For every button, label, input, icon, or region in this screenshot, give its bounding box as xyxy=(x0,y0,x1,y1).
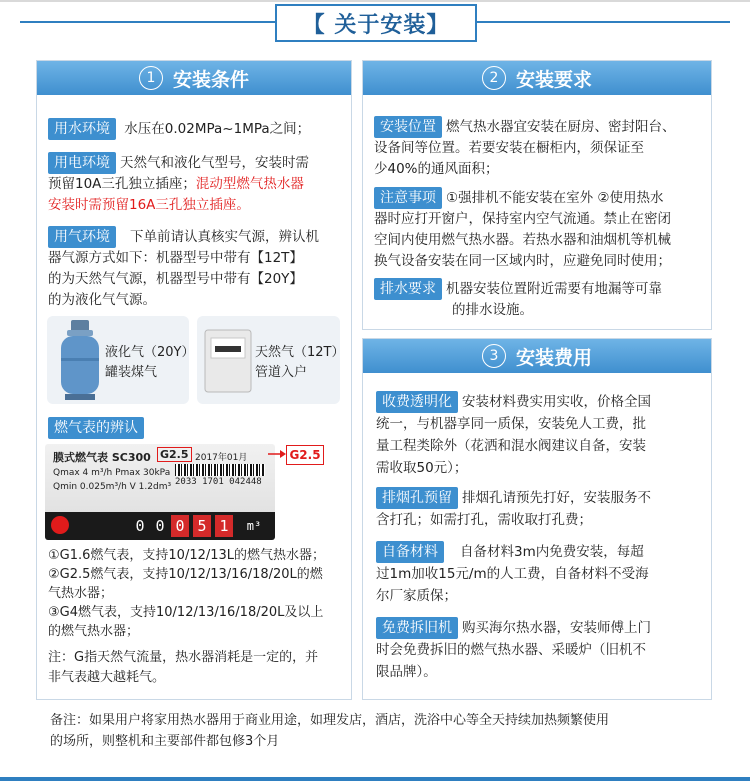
drain-requirement xyxy=(374,278,706,321)
top-divider xyxy=(0,0,750,2)
position-line2: 设备间等位置。若要安装在橱柜内，须保证至 xyxy=(374,140,644,156)
material-line3: 尔厂家质保； xyxy=(376,588,457,604)
step-number-badge: 2 xyxy=(482,66,506,90)
vent-tag: 排烟孔预留 xyxy=(376,487,458,509)
panel-header xyxy=(363,61,711,95)
power-warning-b: 安装时需预留16A三孔独立插座。 xyxy=(48,197,250,213)
gas-tag: 用气环境 xyxy=(48,226,116,248)
footnote-line2: 的场所，则整机和主要部件都包修3个月 xyxy=(50,734,280,749)
gas-meter-photo xyxy=(45,444,275,540)
meter-qmax-label: Qmax 4 m³/h Pmax 30kPa xyxy=(53,468,171,478)
drain-line1: 机器安装位置附近需要有地漏等可靠 xyxy=(446,281,662,297)
lpg-caption-2: 罐装煤气 xyxy=(105,365,158,380)
panel-heading: 安装条件 xyxy=(172,68,249,91)
counter-digit: 1 xyxy=(215,515,233,537)
g25-callout: G2.5 xyxy=(286,445,324,465)
vent-line1: 排烟孔请预先打好，安装服务不 xyxy=(462,490,651,506)
drain-tag: 排水要求 xyxy=(374,278,442,300)
fee-line3: 量工程类除外（花洒和混水阀建议自备，安装 xyxy=(376,438,646,454)
panel-header xyxy=(363,339,711,373)
removal-tag: 免费拆旧机 xyxy=(376,617,458,639)
bottom-divider xyxy=(0,777,750,781)
ng-card xyxy=(197,316,345,404)
water-tag: 用水环境 xyxy=(48,118,116,140)
meter-serial-label: 2033 1701 042448 xyxy=(175,477,262,487)
meter-identify-heading xyxy=(48,417,148,439)
meter-tag: 燃气表的辨认 xyxy=(48,417,144,439)
removal-line3: 限品牌）。 xyxy=(376,664,437,680)
fee-tag: 收费透明化 xyxy=(376,391,458,413)
gas-line2: 器气源方式如下：机器型号中带有【12T】 xyxy=(48,250,303,266)
step-number-badge: 1 xyxy=(139,66,163,90)
power-line1: 天然气和液化气型号，安装时需 xyxy=(120,155,309,171)
meter-size-label: G2.5 xyxy=(157,447,192,462)
section-title: 【 关于安装】 xyxy=(275,4,477,42)
fee-transparency xyxy=(376,391,706,479)
meter-model-label: 膜式燃气表 SC300 xyxy=(53,451,151,464)
position-tag: 安装位置 xyxy=(374,116,442,138)
meter-note: ③G4燃气表，支持10/12/13/16/18/20L及以上 xyxy=(48,605,324,620)
removal-line2: 时会免费拆旧的燃气热水器、采暖炉（旧机不 xyxy=(376,642,646,658)
step-number-badge: 3 xyxy=(482,344,506,368)
water-text: 水压在0.02MPa~1MPa之间； xyxy=(124,121,311,137)
lpg-caption-1: 液化气（20Y） xyxy=(105,345,195,360)
power-line2: 预留10A三孔独立插座； xyxy=(48,176,196,192)
panel-header xyxy=(37,61,351,95)
arrow-icon xyxy=(268,449,286,459)
ng-caption-2: 管道入户 xyxy=(255,365,308,380)
footer-note-line2: 非气表越大越耗气。 xyxy=(48,670,166,685)
meter-note: 气热水器； xyxy=(48,586,114,601)
title-rule-right xyxy=(475,21,730,23)
caution-line1: ①强排机不能安装在室外 ②使用热水 xyxy=(446,190,664,206)
title-rule-left xyxy=(20,21,275,23)
own-materials xyxy=(376,541,706,607)
meter-notes xyxy=(48,546,325,641)
meter-note: 的燃气热水器； xyxy=(48,624,140,639)
old-unit-removal xyxy=(376,617,706,683)
position-line1: 燃气热水器宜安装在厨房、密封阳台、 xyxy=(446,119,676,135)
counter-digit: 0 xyxy=(171,515,189,537)
caution-line3: 空间内使用燃气热水器。若热水器和油烟机等机械 xyxy=(374,232,671,248)
material-line1: 自备材料3m内免费安装，每超 xyxy=(460,544,644,560)
power-tag: 用电环境 xyxy=(48,152,116,174)
footer-note-line1: 注：G指天然气流量，热水器消耗是一定的，并 xyxy=(48,650,319,665)
meter-qmin-label: Qmin 0.025m³/h V 1.2dm³ xyxy=(53,482,172,492)
install-position xyxy=(374,116,706,180)
gas-cylinder-icon xyxy=(55,318,105,402)
material-line2: 过1m加收15元/m的人工费，自备材料不受海 xyxy=(376,566,649,582)
removal-line1: 购买海尔热水器，安装师傅上门 xyxy=(462,620,651,636)
counter-digit: 0 xyxy=(155,517,165,535)
fee-line4: 需收取50元）； xyxy=(376,460,468,476)
ng-caption-1: 天然气（12T） xyxy=(255,345,345,360)
position-line3: 少40%的通风面积； xyxy=(374,161,499,177)
meter-note: ②G2.5燃气表，支持10/12/13/16/18/20L的燃 xyxy=(48,567,323,582)
footnote xyxy=(50,710,730,752)
caution-line4: 换气设备安装在同一区域内时，应避免同时使用； xyxy=(374,253,671,269)
counter-unit: m³ xyxy=(246,519,262,533)
lpg-card xyxy=(47,316,195,404)
gas-meter-icon xyxy=(201,326,255,396)
barcode-icon xyxy=(175,464,265,476)
gas-line3: 的为天然气气源，机器型号中带有【20Y】 xyxy=(48,271,303,287)
drain-line2: 的排水设施。 xyxy=(452,302,533,318)
footnote-line1: 备注：如果用户将家用热水器用于商业用途，如理发店，酒店，洗浴中心等全天持续加热频繁使用 xyxy=(50,713,610,728)
meter-date-label: 2017年01月 xyxy=(195,453,248,463)
brand-logo-icon xyxy=(51,516,69,534)
material-tag: 自备材料 xyxy=(376,541,444,563)
caution-line2: 器时应打开窗户，保持室内空气流通。禁止在密闭 xyxy=(374,211,671,227)
gas-line4: 的为液化气气源。 xyxy=(48,292,156,308)
counter-digit: 0 xyxy=(135,517,145,535)
panel-heading: 安装费用 xyxy=(515,346,592,369)
water-condition xyxy=(48,118,310,140)
meter-counter xyxy=(45,512,275,540)
counter-digit: 5 xyxy=(193,515,211,537)
gas-line1: 下单前请认真核实气源，辨认机 xyxy=(130,229,319,245)
fee-line2: 统一，与机器享同一质保，安装免人工费，批 xyxy=(376,416,646,432)
power-condition xyxy=(48,152,348,216)
vent-line2: 含打孔；如需打孔，需收取打孔费； xyxy=(376,512,592,528)
fee-line1: 安装材料费实用实收，价格全国 xyxy=(462,394,651,410)
panel-heading: 安装要求 xyxy=(515,68,592,91)
meter-note: ①G1.6燃气表，支持10/12/13L的燃气热水器； xyxy=(48,548,326,563)
vent-hole xyxy=(376,487,706,531)
meter-footer-note xyxy=(48,648,318,688)
install-caution xyxy=(374,187,706,272)
power-warning-a: 混动型燃气热水器 xyxy=(195,176,304,192)
gas-condition xyxy=(48,226,348,311)
caution-tag: 注意事项 xyxy=(374,187,442,209)
